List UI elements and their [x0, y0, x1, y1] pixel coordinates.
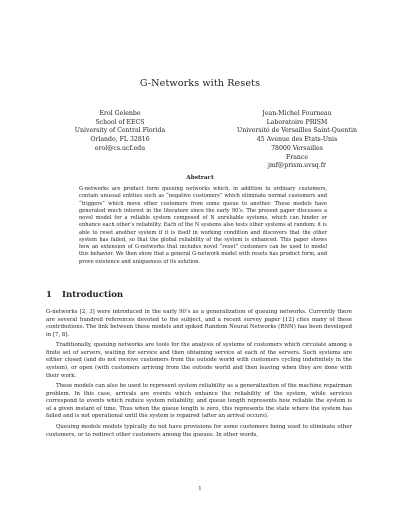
- paragraph: G-networks [2, 3] were introduced in the early 90’s as a generalization of queuing networks. Currently there are several hundred references devoted to the subject, and a recent survey paper [12] cites many of these contributions. The link between these models and spiked Random Neural Networks (RNN) has been developed in [7, 8].: [46, 309, 352, 338]
- section-heading: [46, 290, 123, 300]
- paper-title: G-Networks with Resets: [139, 78, 261, 89]
- author-affiliation-line: Université de Versailles Saint-Quentin: [237, 127, 357, 135]
- page-number: 1: [198, 486, 202, 492]
- author-email: jmf@prism.uvsq.fr: [267, 162, 326, 170]
- paragraph: Queuing models models typically do not have provisions for some customers being used to eliminate other customers, or to redirect other customers among the queues. In other words,: [46, 424, 352, 438]
- abstract-heading: Abstract: [186, 175, 214, 181]
- author-affiliation-line: 45 Avenue des Etats-Unis: [256, 136, 338, 144]
- abstract-text: G-networks are product form queuing networks which, in addition to ordinary customers, contain unusual entities such as “negative customers” which eliminate normal customers and “triggers” which move other customers from some queue to another. These models have generated much interest in the literature since the early 90’s. The present paper discusses a novel model for a reliable system composed of N unreliable systems, which can hinder or enhance each other’s reliability. Each of the N systems also tests other systems at random; it is able to reset another system if it is itself in working condition and discovers that the other system has failed, so that the global reliability of the system is enhanced. This paper shows how an extension of G-networks that includes novel “reset” customers can be used to model this behavior. We then show that a general G-network model with resets has product form, and prove existence and uniqueness of its solution.: [79, 186, 327, 265]
- author-affiliation-line: 78000 Versailles: [271, 144, 323, 152]
- author-email: erol@cs.ucf.edu: [94, 144, 146, 152]
- author-affiliation-line: School of EECS: [95, 118, 145, 126]
- author-fourneau: [212, 110, 382, 171]
- paragraph: Traditionally, queuing networks are tools for the analysis of systems of customers which circulate among a finite set of servers, waiting for service and then obtaining service at each of the servers. Such systems are either closed (and do not receive customers from the outside world with customers cycling indefinitely in the system), or open (with customers arriving from the outside world and then leaving when they are done with their work.: [46, 342, 352, 379]
- author-affiliation-line: France: [285, 153, 309, 161]
- author-affiliation-line: University of Central Florida: [74, 127, 166, 135]
- author-block: [60, 110, 370, 171]
- section-number: 1: [46, 290, 52, 300]
- author-affiliation-line: Laboratoire PRISM: [266, 118, 328, 126]
- paragraph: These models can also be used to represent system reliability as a generalization of the machine repairman problem. In this case, arrivals are events which enhance the reliability of the system, while services correspond to events which reduce system reliability, and queue length represents how reliable the system is at a given instant of time. Thus when the queue length is zero, this represents the state where the system has failed and is not operational until the system is repaired (after an arrival occurs).: [46, 383, 352, 420]
- author-name: Erol Gelenbe: [99, 110, 141, 117]
- author-affiliation-line: Orlando, FL 32816: [90, 136, 150, 144]
- author-name: Jean-Michel Fourneau: [262, 110, 332, 117]
- section-title: Introduction: [61, 290, 124, 300]
- body-text: [46, 309, 352, 443]
- author-gelenbe: [60, 110, 180, 171]
